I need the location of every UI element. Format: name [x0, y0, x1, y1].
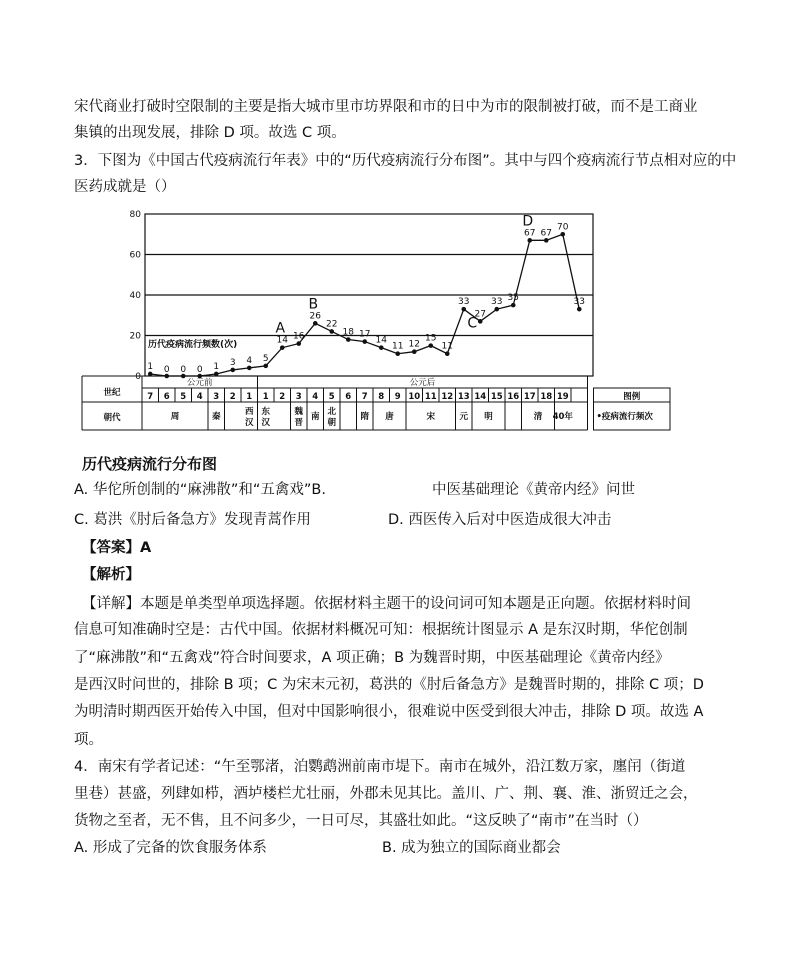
data-label: 1	[213, 361, 220, 372]
option-c: C. 葛洪《肘后备急方》发现青蒿作用	[74, 512, 311, 528]
data-point	[560, 232, 565, 237]
century-cell: 13	[457, 392, 470, 402]
data-point	[511, 303, 516, 308]
data-label: 11	[441, 341, 453, 352]
data-label: 33	[573, 297, 585, 308]
century-cell: 16	[507, 392, 520, 402]
data-label: 0	[163, 365, 170, 375]
point-marker-label: A	[275, 320, 286, 337]
paragraph-line: 宋代商业打破时空限制的主要是指大城市里市坊界限和市的日中为市的限制被打破，而不是工商业	[74, 99, 698, 115]
data-label: 5	[262, 353, 269, 364]
epidemic-chart	[80, 204, 674, 432]
data-label: 1	[147, 361, 154, 372]
century-cell: 7	[361, 392, 368, 402]
data-label: 18	[342, 327, 354, 338]
century-cell: 11	[424, 392, 437, 402]
century-cell: 5	[180, 392, 187, 402]
data-label: 12	[408, 339, 420, 350]
data-point	[577, 307, 582, 312]
data-point	[395, 351, 400, 356]
analysis-label: 【解析】	[82, 567, 140, 583]
data-point	[263, 364, 268, 369]
data-point	[346, 337, 351, 342]
data-label: 35	[507, 293, 519, 304]
data-point	[230, 368, 235, 373]
question-4-stem: 4．南宋有学者记述：“午至鄂渚，泊鹦鹉洲前南市堤下。南市在城外，沿江数万家，廛闬（街道	[74, 759, 686, 775]
data-label: 67	[524, 228, 536, 239]
data-label: 22	[326, 319, 338, 330]
data-point	[445, 351, 450, 356]
row-label-century: 世纪	[103, 388, 121, 398]
dynasty-cell: 汉	[261, 418, 271, 428]
data-point	[296, 341, 301, 346]
century-cell: 4	[196, 392, 203, 402]
detail-line: 是西汉时问世的，排除 B 项；C 为宋末元初，葛洪的《肘后备急方》是魏晋时期的，排除 C 项；D	[74, 677, 704, 693]
century-cell: 1	[262, 392, 269, 402]
dynasty-cell: 元	[459, 412, 469, 422]
century-cell: 8	[378, 392, 385, 402]
data-label: 11	[392, 341, 404, 352]
century-cell: 3	[295, 392, 302, 402]
century-cell: 2	[279, 392, 286, 402]
data-label: 70	[557, 222, 569, 233]
century-cell: 18	[540, 392, 553, 402]
century-cell: 7	[147, 392, 154, 402]
dynasty-cell: 西	[244, 407, 254, 417]
detail-line: 信息可知准确时空是：古代中国。依据材料概况可知：根据统计图显示 A 是东汉时期，华佗创制	[74, 622, 688, 638]
point-marker-label: C	[467, 315, 478, 332]
century-cell: 5	[328, 392, 335, 402]
data-point	[329, 329, 334, 334]
point-marker-label: D	[522, 213, 534, 230]
data-label: 17	[359, 329, 371, 340]
detail-line: 项。	[74, 732, 103, 748]
dynasty-cell: 东	[261, 407, 271, 417]
option-a: A. 华佗所创制的“麻沸散”和“五禽戏”B.	[74, 482, 326, 498]
y-tick-label: 40	[129, 291, 141, 301]
century-cell: 4	[312, 392, 319, 402]
century-cell: 6	[163, 392, 170, 402]
dynasty-cell: 宋	[426, 412, 436, 422]
data-label: 33	[458, 297, 470, 308]
question-3-stem: 3．下图为《中国古代疫病流行年表》中的“历代疫病流行分布图”。其中与四个疫病流行节点相对应的中	[74, 153, 737, 169]
dynasty-cell: 朝	[327, 418, 337, 428]
dynasty-cell: 魏	[294, 407, 304, 417]
century-cell: 12	[441, 392, 454, 402]
detail-line: 了“麻沸散”和“五禽戏”符合时间要求，A 项正确；B 为魏晋时期，中医基础理论《黄帝内经》	[74, 650, 670, 666]
data-point	[494, 307, 499, 312]
data-point	[362, 339, 367, 344]
century-cell: 1	[246, 392, 253, 402]
dynasty-cell: 晋	[294, 418, 304, 428]
y-tick-label: 60	[129, 250, 141, 261]
dynasty-cell: 清	[533, 412, 543, 422]
century-cell: 3	[213, 392, 220, 402]
q4-option-a: A. 形成了完备的饮食服务体系	[74, 840, 267, 856]
dynasty-cell: 明	[484, 412, 493, 422]
dynasty-cell: 秦	[211, 412, 221, 422]
data-point	[428, 343, 433, 348]
chart-caption: 历代疫病流行分布图	[82, 455, 218, 473]
option-d: D. 西医传入后对中医造成很大冲击	[388, 512, 612, 528]
answer-label: 【答案】A	[82, 540, 152, 556]
data-label: 26	[309, 311, 321, 322]
legend-item: •疫病流行频次	[596, 412, 653, 422]
data-label: 15	[425, 333, 437, 344]
data-point	[544, 238, 549, 243]
data-label: 3	[229, 357, 236, 368]
data-point	[247, 366, 252, 371]
data-label: 33	[491, 297, 503, 308]
question-4-stem: 货物之至者，无不售，且不问多少，一日可尽，其盛壮如此。“这反映了“南市”在当时（）	[74, 813, 648, 829]
century-cell: 15	[490, 392, 503, 402]
q4-option-b: B. 成为独立的国际商业都会	[382, 840, 561, 856]
dynasty-cell: 40年	[552, 412, 573, 422]
data-label: 0	[180, 365, 187, 375]
dynasty-cell: 唐	[385, 412, 394, 422]
dynasty-cell: 汉	[244, 418, 254, 428]
legend-title: 图例	[623, 392, 641, 402]
y-tick-label: 20	[129, 331, 141, 342]
century-cell: 17	[523, 392, 536, 402]
paragraph-line: 集镇的出现发展，排除 D 项。故选 C 项。	[74, 125, 346, 141]
row-label-dynasty: 朝代	[103, 413, 121, 423]
y-tick-label: 80	[129, 210, 141, 220]
data-label: 14	[375, 335, 387, 346]
dynasty-cell: 隋	[360, 412, 370, 422]
data-point	[379, 345, 384, 350]
option-b: 中医基础理论《黄帝内经》问世	[432, 482, 635, 498]
data-point	[412, 349, 417, 354]
data-label: 0	[196, 365, 203, 375]
point-marker-label: B	[308, 296, 319, 313]
detail-line: 【详解】本题是单类型单项选择题。依据材料主题干的设问词可知本题是正向题。依据材料时间	[82, 596, 691, 612]
data-label: 16	[293, 331, 305, 342]
y-tick-label: 0	[135, 372, 141, 382]
century-cell: 9	[394, 392, 401, 402]
dynasty-cell: 北	[327, 407, 337, 417]
y-axis-label: 历代疫病流行频数(次)	[148, 340, 238, 350]
data-label: 67	[540, 228, 552, 239]
data-point	[478, 319, 483, 324]
dynasty-cell: 南	[310, 412, 320, 422]
century-cell: 14	[474, 392, 487, 402]
century-cell: 6	[345, 392, 352, 402]
data-label: 14	[276, 335, 288, 346]
question-3-stem: 医药成就是（）	[74, 179, 176, 195]
dynasty-cell: 周	[170, 412, 180, 422]
data-point	[313, 321, 318, 326]
ce-header: 公元后	[409, 378, 436, 388]
data-point	[527, 238, 532, 243]
detail-line: 为明清时期西医开始传入中国，但对中国影响很小，很难说中医受到很大冲击，排除 D 项。故选 A	[74, 704, 704, 720]
question-4-stem: 里巷）甚盛，列肆如栉，酒垆楼栏尤壮丽，外郡未见其比。盖川、广、荆、襄、淮、浙贸迁之会，	[74, 786, 698, 802]
bce-header: 公元前	[186, 378, 213, 388]
century-cell: 2	[229, 392, 236, 402]
data-point	[280, 345, 285, 350]
data-label: 4	[246, 355, 253, 366]
century-cell: 19	[556, 392, 569, 402]
data-label: 27	[474, 309, 486, 320]
data-point	[461, 307, 466, 312]
century-cell: 10	[408, 392, 421, 402]
